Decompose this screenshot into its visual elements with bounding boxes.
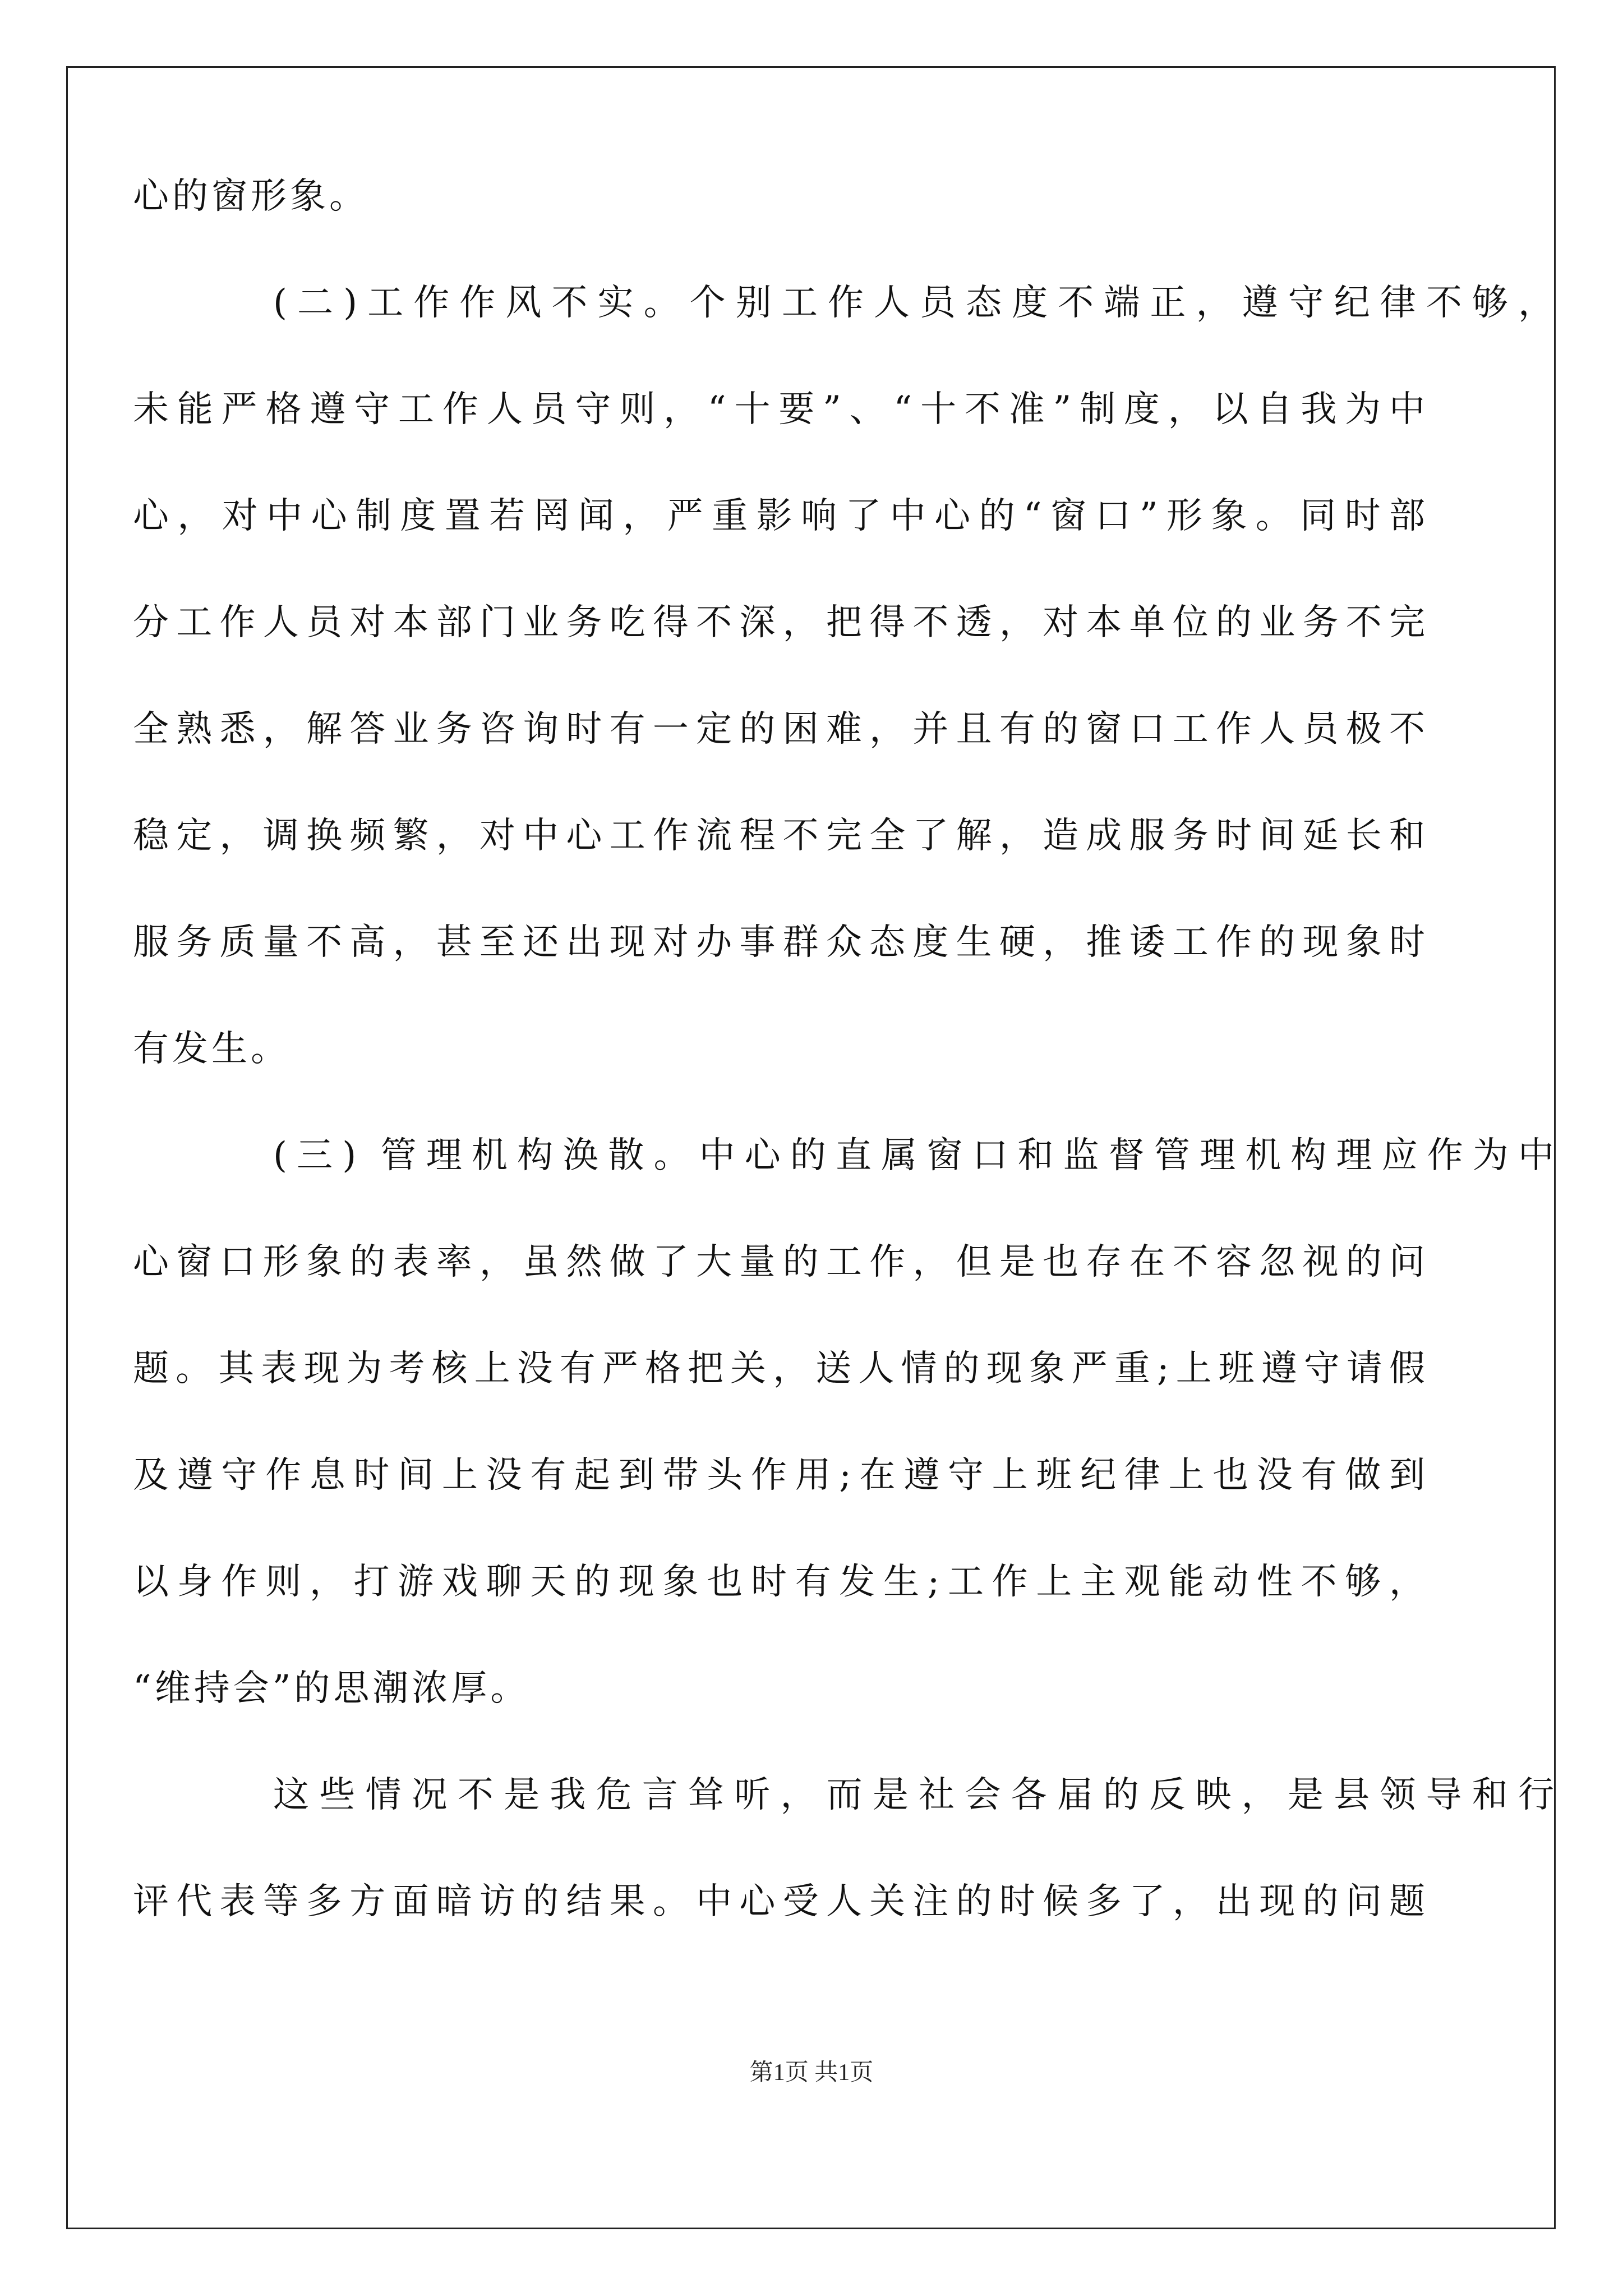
page-number: 第1页 共1页 [749,2060,874,2086]
paragraph-line: 分工作人员对本部门业务吃得不深，把得不透，对本单位的业务不完 [133,602,1428,643]
paragraph-line: 评代表等多方面暗访的结果。中心受人关注的时候多了，出现的问题 [133,1881,1428,1922]
paragraph-line: 未能严格遵守工作人员守则，“十要”、“十不准”制度，以自我为中 [133,389,1428,430]
paragraph-line: 稳定，调换频繁，对中心工作流程不完全了解，造成服务时间延长和 [133,815,1428,857]
paragraph-line: “维持会”的思潮浓厚。 [133,1668,530,1709]
paragraph-line: 服务质量不高，甚至还出现对办事群众态度生硬，推诿工作的现象时 [133,922,1428,963]
paragraph-line: (二)工作作风不实。个别工作人员态度不端正，遵守纪律不够， [273,282,1557,324]
paragraph-line: 题。其表现为考核上没有严格把关，送人情的现象严重;上班遵守请假 [133,1348,1428,1389]
paragraph-line: 及遵守作息时间上没有起到带头作用;在遵守上班纪律上也没有做到 [133,1455,1428,1496]
paragraph-line: 以身作则，打游戏聊天的现象也时有发生;工作上主观能动性不够， [133,1561,1428,1603]
paragraph-line: 心的窗形象。 [133,176,368,217]
paragraph-line: 有发生。 [133,1028,290,1070]
paragraph-line: 全熟悉，解答业务咨询时有一定的困难，并且有的窗口工作人员极不 [133,708,1428,750]
paragraph-line: 这些情况不是我危言耸听，而是社会各届的反映，是县领导和行 [273,1774,1557,1816]
paragraph-line: 心窗口形象的表率，虽然做了大量的工作，但是也存在不容忽视的问 [133,1241,1428,1283]
paragraph-line: (三) 管理机构涣散。中心的直属窗口和监督管理机构理应作为中 [273,1135,1557,1176]
paragraph-line: 心，对中心制度置若罔闻，严重影响了中心的“窗口”形象。同时部 [133,495,1428,537]
